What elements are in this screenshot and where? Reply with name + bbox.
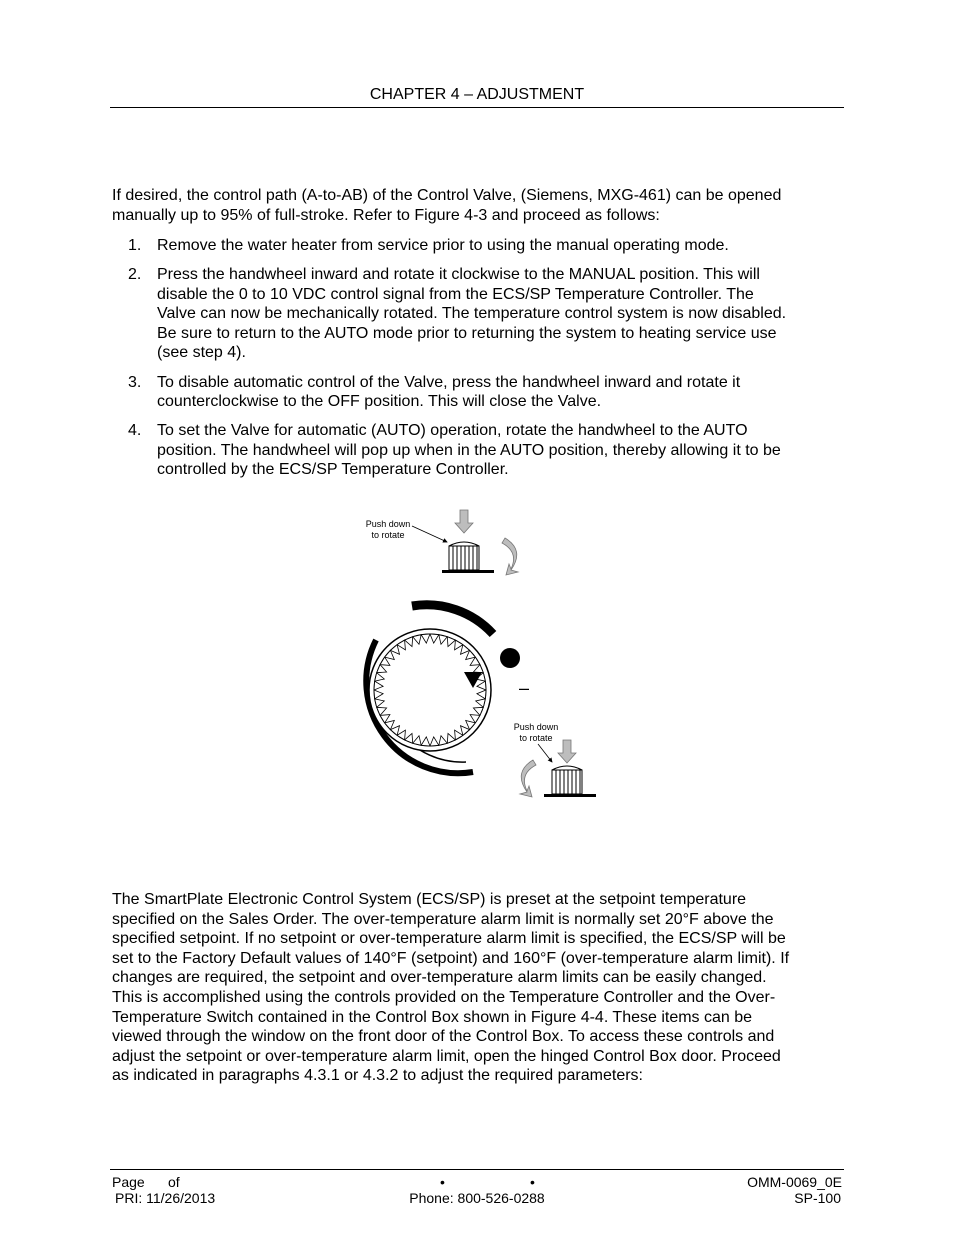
intro-line: manually up to 95% of full-stroke. Refer to Figure 4-3 and proceed as follows:	[112, 206, 660, 224]
body-paragraph	[112, 890, 840, 1086]
top-push-label-line1: Push down	[365, 519, 411, 529]
knob-base	[442, 570, 494, 573]
handwheel-diagram	[330, 500, 620, 810]
step-text	[157, 421, 840, 480]
minus-sign: –	[519, 678, 530, 698]
handwheel-figure	[330, 500, 620, 810]
step-line: To set the Valve for automatic (AUTO) operation, rotate the handwheel to the AUTO	[157, 422, 748, 440]
push-down-arrow-icon	[558, 740, 576, 763]
body-line: The SmartPlate Electronic Control System (ECS/SP) is preset at the setpoint temperature	[112, 891, 747, 908]
body-line: This is accomplished using the controls provided on the Temperature Controller and the Over-	[112, 988, 776, 1006]
rotate-counterclockwise-icon	[520, 760, 536, 797]
step-line: position. The handwheel will pop up when in the AUTO position, thereby allowing it to be	[157, 441, 781, 459]
step-text	[157, 373, 840, 412]
body-line: set to the Factory Default values of 140°F (setpoint) and 160°F (over-temperature alarm limit). If	[112, 949, 790, 967]
page-label: Page	[112, 1174, 145, 1190]
header-divider	[110, 107, 844, 108]
top-label-pointer	[412, 526, 447, 542]
procedure-steps	[112, 236, 840, 490]
bottom-push-label-line1: Push down	[513, 722, 559, 732]
document-id: OMM-0069_0E	[747, 1174, 842, 1190]
top-knob-illustration	[366, 510, 518, 575]
intro-line: If desired, the control path (A-to-AB) of the Control Valve, (Siemens, MXG-461) can be opened	[112, 187, 782, 204]
footer-divider	[110, 1169, 844, 1170]
step-4	[112, 421, 840, 480]
body-line: changes are required, the setpoint and over-temperature alarm limits can be easily changed.	[112, 969, 767, 987]
step-line: Press the handwheel inward and rotate it clockwise to the MANUAL position. This will	[157, 266, 760, 284]
body-line: as indicated in paragraphs 4.3.1 or 4.3.2 to adjust the required parameters:	[112, 1067, 643, 1085]
step-text	[157, 236, 840, 256]
bottom-label-pointer	[538, 744, 552, 762]
step-1	[112, 236, 840, 256]
step-text	[157, 265, 840, 363]
handwheel-dial	[366, 605, 529, 773]
body-line: specified setpoint. If no setpoint or over-temperature alarm limit is specified, the ECS/SP will be	[112, 930, 786, 948]
of-label: of	[168, 1174, 180, 1190]
knob-base	[544, 794, 596, 797]
step-line: To disable automatic control of the Valve, press the handwheel inward and rotate it	[157, 373, 741, 391]
push-down-arrow-icon	[455, 510, 473, 533]
auto-dot-icon	[500, 648, 520, 668]
body-line: viewed through the window on the front door of the Control Box. To access these controls and	[112, 1028, 775, 1046]
chapter-title: CHAPTER 4 – ADJUSTMENT	[369, 86, 585, 103]
step-line: Remove the water heater from service prior to using the manual operating mode.	[157, 237, 729, 254]
step-number: 1.	[128, 237, 142, 254]
body-line: specified on the Sales Order. The over-temperature alarm limit is normally set 20°F above the	[112, 910, 774, 928]
step-line: Be sure to return to the AUTO mode prior to returning the system to heating service use	[157, 324, 777, 342]
step-line: (see step 4).	[157, 344, 246, 362]
top-push-label-line2: to rotate	[371, 530, 405, 540]
body-line: adjust the setpoint or over-temperature alarm limit, open the hinged Control Box door. Proceed	[112, 1047, 781, 1065]
step-line: counterclockwise to the OFF position. This will close the Valve.	[157, 393, 602, 411]
rotate-clockwise-icon	[502, 538, 518, 575]
bottom-push-label-line2: to rotate	[519, 733, 553, 743]
step-line: disable the 0 to 10 VDC control signal from the ECS/SP Temperature Controller. The	[157, 285, 754, 303]
step-2	[112, 265, 840, 363]
step-line: Valve can now be mechanically rotated. The temperature control system is now disabled.	[157, 305, 787, 323]
footer-phone: Phone: 800-526-0288	[409, 1190, 545, 1206]
body-line: Temperature Switch contained in the Control Box shown in Figure 4-4. These items can be	[112, 1008, 753, 1026]
pri-date: PRI: 11/26/2013	[115, 1190, 216, 1206]
step-line: controlled by the ECS/SP Temperature Controller.	[157, 461, 509, 479]
step-3	[112, 373, 840, 412]
step-number: 2.	[128, 266, 142, 284]
step-number: 4.	[128, 422, 142, 440]
bottom-knob-illustration	[514, 722, 596, 797]
model-number: SP-100	[794, 1190, 841, 1206]
footer-bullet: •	[530, 1174, 535, 1190]
footer-bullet: •	[440, 1174, 445, 1190]
intro-paragraph	[112, 186, 840, 225]
step-number: 3.	[128, 373, 142, 391]
